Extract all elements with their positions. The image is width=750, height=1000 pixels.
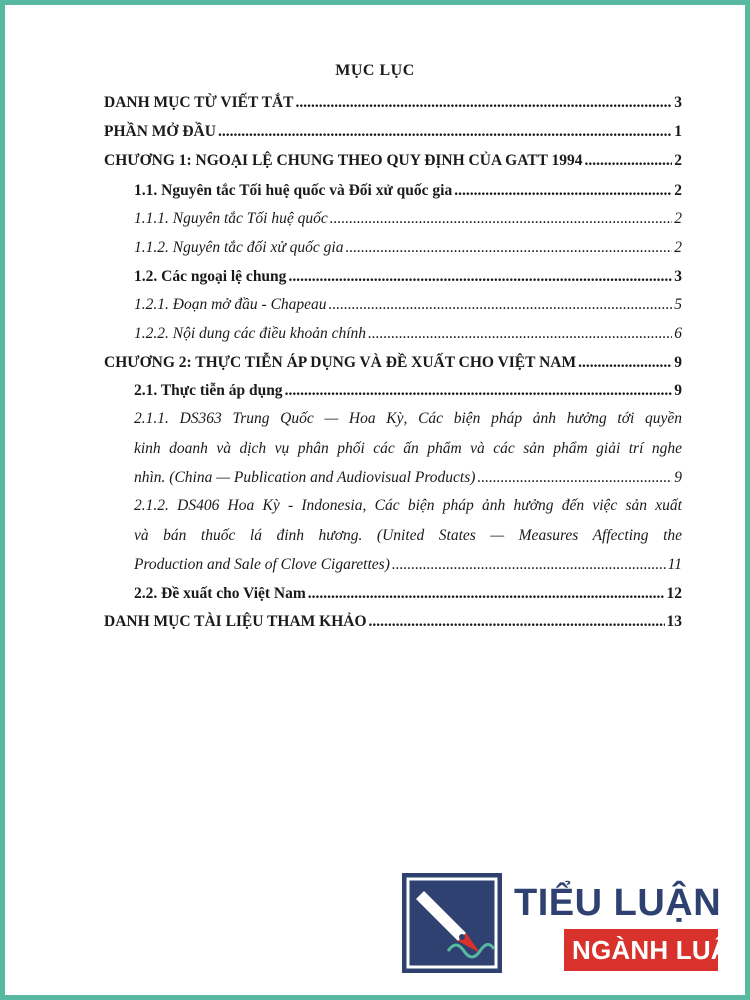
tieu-luan-nganh-luat-logo <box>402 873 746 973</box>
leader-dots <box>578 352 672 374</box>
toc-entry-label: DANH MỤC TỪ VIẾT TẮT <box>104 94 294 111</box>
toc-entry[interactable] <box>134 583 682 605</box>
toc-entry-label: 1.1.1. Nguyên tắc Tối huệ quốc <box>134 210 328 227</box>
toc-entry-page: 3 <box>674 94 682 111</box>
toc-entry-last-line <box>134 550 682 580</box>
toc-entry-label: 2.2. Đề xuất cho Việt Nam <box>134 585 306 602</box>
toc-entry[interactable] <box>134 294 682 316</box>
toc-entry[interactable] <box>134 380 682 402</box>
leader-dots <box>330 208 673 230</box>
toc-entry-label: PHẦN MỞ ĐẦU <box>104 123 216 140</box>
pen-nib-icon <box>402 873 502 973</box>
toc-entry-page: 2 <box>674 210 682 227</box>
toc-entry-page: 9 <box>674 382 682 399</box>
logo-text-bottom-badge <box>564 929 746 971</box>
leader-dots <box>454 180 672 202</box>
toc-entry-page: 2 <box>674 182 682 199</box>
toc-entry[interactable] <box>104 121 682 143</box>
toc-title: MỤC LỤC <box>335 62 415 79</box>
toc-entry-page: 6 <box>674 325 682 342</box>
toc-entry-label: 1.1.2. Nguyên tắc đối xử quốc gia <box>134 239 344 256</box>
toc-entry-page: 3 <box>674 268 682 285</box>
toc-entry-label: 1.2.1. Đoạn mở đầu - Chapeau <box>134 296 327 313</box>
toc-entry-multiline[interactable] <box>134 404 682 493</box>
leader-dots <box>369 611 665 633</box>
toc-entry[interactable] <box>104 150 682 172</box>
leader-dots <box>308 583 665 605</box>
leader-dots <box>295 92 672 114</box>
toc-entry-label: CHƯƠNG 2: THỰC TIỄN ÁP DỤNG VÀ ĐỀ XUẤT CHO VIỆT NAM <box>104 354 577 371</box>
toc-entry-page: 9 <box>674 354 682 371</box>
toc-entry-page: 12 <box>666 585 682 602</box>
toc-entry[interactable] <box>104 611 682 633</box>
toc-entry-last-line <box>134 463 682 493</box>
toc-entry-page: 5 <box>674 296 682 313</box>
leader-dots <box>329 294 673 316</box>
toc-entry-label: 1.2.2. Nội dung các điều khoản chính <box>134 325 367 342</box>
toc-entry-page: 9 <box>674 469 682 486</box>
toc-entry[interactable] <box>134 237 682 259</box>
leader-dots <box>288 266 672 288</box>
toc-entry-line: kinh doanh và dịch vụ phân phối các ấn phẩm và các sản phẩm giải trí nghe <box>134 439 682 457</box>
toc-entry[interactable] <box>134 266 682 288</box>
leader-dots <box>368 323 672 345</box>
toc-entry-page: 2 <box>674 152 682 169</box>
toc-entry-page: 1 <box>674 123 682 140</box>
leader-dots <box>218 121 672 143</box>
toc-entry[interactable] <box>104 352 682 374</box>
leader-dots <box>346 237 673 259</box>
leader-dots <box>585 150 673 172</box>
toc-entry-multiline[interactable] <box>134 491 682 580</box>
toc-entry[interactable] <box>104 92 682 114</box>
toc-entry-line: 2.1.1. DS363 Trung Quốc — Hoa Kỳ, Các biện pháp ảnh hưởng tới quyền <box>134 410 682 427</box>
logo-text-top: TIỂU LUẬN <box>514 882 722 924</box>
toc-entry-page: 11 <box>667 556 682 573</box>
toc-entry-line: nhìn. (China — Publication and Audiovisual Products) <box>134 469 476 486</box>
toc-entry-line: và bán thuốc lá đinh hương. (United States — Measures Affecting the <box>134 526 682 544</box>
toc-entry-page: 13 <box>666 613 682 630</box>
toc-entry-label: 1.2. Các ngoại lệ chung <box>134 268 287 285</box>
toc-entry[interactable] <box>134 180 682 202</box>
toc-entry-label: CHƯƠNG 1: NGOẠI LỆ CHUNG THEO QUY ĐỊNH CỦA GATT 1994 <box>104 152 583 169</box>
toc-entry-label: 1.1. Nguyên tắc Tối huệ quốc và Đối xử quốc gia <box>134 182 453 199</box>
toc-entry-page: 2 <box>674 239 682 256</box>
leader-dots <box>477 463 672 493</box>
toc-entry-label: DANH MỤC TÀI LIỆU THAM KHẢO <box>104 613 367 630</box>
toc-entry-line: 2.1.2. DS406 Hoa Kỳ - Indonesia, Các biện pháp ảnh hưởng đến việc sản xuất <box>134 497 682 514</box>
leader-dots <box>285 380 673 402</box>
toc-entry[interactable] <box>134 323 682 345</box>
toc-entry-label: 2.1. Thực tiễn áp dụng <box>134 382 283 399</box>
logo-text-bottom: NGÀNH LUẬT <box>572 935 746 965</box>
leader-dots <box>392 550 666 580</box>
toc-entry[interactable] <box>134 208 682 230</box>
toc-entry-line: Production and Sale of Clove Cigarettes) <box>134 556 390 573</box>
